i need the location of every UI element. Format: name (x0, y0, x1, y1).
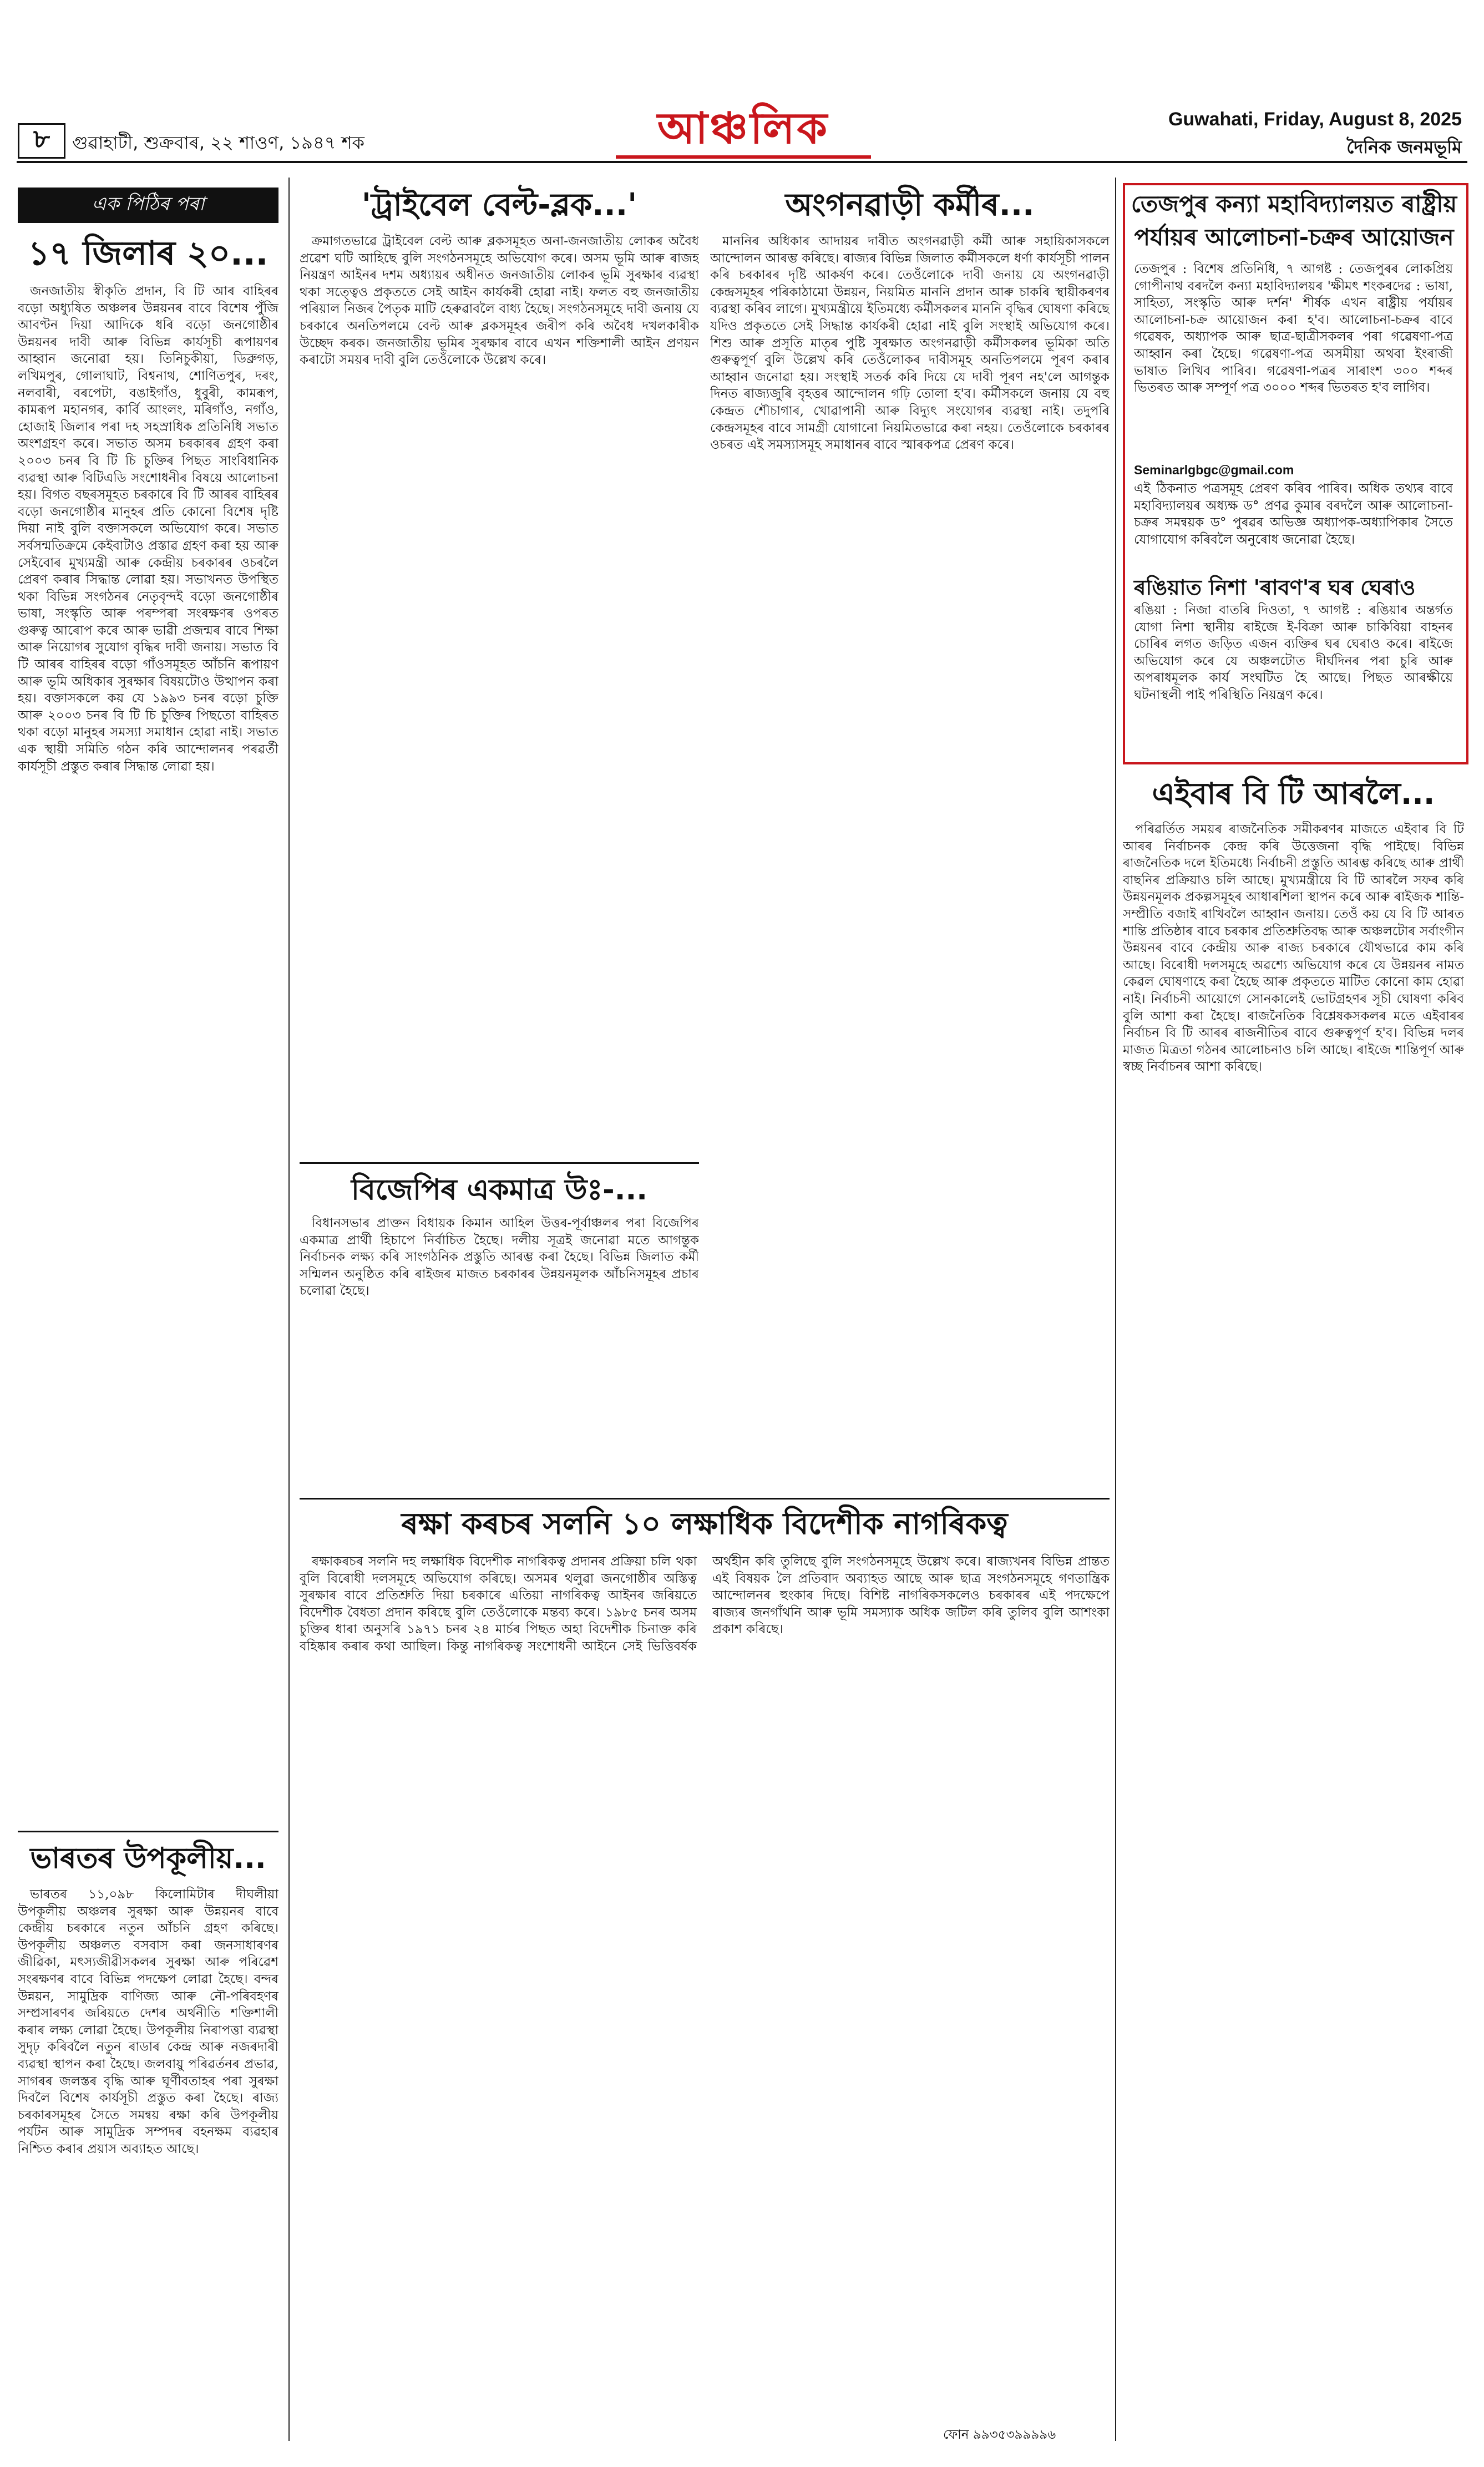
article-citizenship-body (300, 1553, 1110, 2419)
seminar-body: তেজপুৰ : বিশেষ প্ৰতিনিধি, ৭ আগষ্ট : তেজপুৰৰ লোকপ্ৰিয় গোপীনাথ বৰদলৈ কন্যা মহাবিদ্যালয়ৰ 'ক্ষীমৎ শংকৰদেৱ : ভাষা, সাহিত্য, সংস্কৃতি আৰু দৰ্শন' শীৰ্ষক এখন ৰাষ্ট্ৰীয় পৰ্যায়ৰ আলোচনা-চক্ৰ আয়োজন কৰা হ'ব। আলোচনা-চক্ৰৰ বাবে গৱেষক, অধ্যাপক আৰু ছাত্ৰ-ছাত্ৰীসকলৰ পৰা গৱেষণা-পত্ৰ আহ্বান কৰা হৈছে। গৱেষণা-পত্ৰ অসমীয়া অথবা ইংৰাজী ভাষাত লিখিব পাৰিব। গৱেষণা-পত্ৰৰ সাৰাংশ ৩০০ শব্দৰ ভিতৰত আৰু সম্পূৰ্ণ পত্ৰ ৩০০০ শব্দৰ ভিতৰত হ'ব লাগিব। (1134, 262, 1453, 396)
rangia-body: ৰঙিয়া : নিজা বাতৰি দিওতা, ৭ আগষ্ট : ৰঙিয়াৰ অন্তৰ্গত যোগা নিশা স্থানীয় ৰাইজে ই-বিক্ৰা আৰু চাকিবিয়া বাহনৰ চোৰিৰ লগত জড়িত এজন ব্যক্তিৰ ঘৰ ঘেৰাও কৰে। ৰাইজে অভিযোগ কৰে যে অঞ্চলটোত দীৰ্ঘদিনৰ পৰা চুৰি আৰু অপৰাধমূলক কাৰ্য সংঘটিত হৈ আছে। পিছত আৰক্ষীয়ে ঘটনাস্থলী পাই পৰিস্থিতি নিয়ন্ত্ৰণ কৰে। (1134, 603, 1453, 702)
page-number: ৮ (18, 123, 65, 159)
headline-tribal-belt: 'ট্ৰাইবেল বেল্ট-ব্লক...' (361, 187, 637, 223)
footer-phone: ফোন ৯৯৩৫৩৯৯৯৯৬ (943, 2428, 1056, 2442)
headline-coastal: ভাৰতৰ উপকূলীয়... (30, 1842, 266, 1875)
headline-jila: ১৭ জিলাৰ ২০... (28, 234, 269, 273)
header-date-english: Guwahati, Friday, August 8, 2025 (1168, 109, 1462, 130)
article-tribal-belt-text: ক্ৰমাগতভাৱে ট্ৰাইবেল বেল্ট আৰু ব্লকসমূহত অনা-জনজাতীয় লোকৰ অবৈধ প্ৰৱেশ ঘটি আহিছে বুলি সংগঠনসমূহে অভিযোগ কৰে। অসম ভূমি আৰু ৰাজহ নিয়ন্ত্ৰণ আইনৰ দশম অধ্যায়ৰ অধীনত জনজাতীয় লোকৰ ভূমি সুৰক্ষাৰ ব্যৱস্থা থকা সত্ত্বেও প্ৰকৃততে সেই আইন কাৰ্যকৰী হোৱা নাই। ফলত বহু জনজাতীয় পৰিয়াল নিজৰ পৈতৃক মাটি হেৰুৱাবলৈ বাধ্য হৈছে। সংগঠনসমূহে দাবী জনায় যে চৰকাৰে অনতিপলমে বেল্ট আৰু ব্লকসমূহৰ জৰীপ কৰি অবৈধ দখলকাৰীক উচ্ছেদ কৰক। জনজাতীয় ভূমিৰ সুৰক্ষাৰ বাবে এখন শক্তিশালী আইন প্ৰণয়ন কৰাটো সময়ৰ দাবী বুলি তেওঁলোকে উল্লেখ কৰে। (300, 234, 699, 368)
article-anganwadi-text: মাননিৰ অধিকাৰ আদায়ৰ দাবীত অংগনৱাড়ী কৰ্মী আৰু সহায়িকাসকলে আন্দোলন আৰম্ভ কৰিছে। ৰাজ্যৰ বিভিন্ন জিলাত কৰ্মীসকলে ধৰ্ণা কাৰ্যসূচী পালন কৰি চৰকাৰৰ দৃষ্টি আকৰ্ষণ কৰে। তেওঁলোকে দাবী জনায় যে অংগনৱাড়ী কেন্দ্ৰসমূহৰ পৰিকাঠামো উন্নয়ন, নিয়মিত মাননি প্ৰদান আৰু চাকৰি স্থায়ীকৰণৰ ব্যৱস্থা কৰিব লাগে। মুখ্যমন্ত্ৰীয়ে ইতিমধ্যে কৰ্মীসকলৰ মাননি বৃদ্ধিৰ ঘোষণা কৰিছে যদিও প্ৰকৃততে সেই সিদ্ধান্ত কাৰ্যকৰী হোৱা নাই বুলি সংস্থাই অভিযোগ কৰে। শিশু আৰু প্ৰসূতি মাতৃৰ পুষ্টি সুৰক্ষাত অংগনৱাড়ী কৰ্মীসকলৰ ভূমিকা অতি গুৰুত্বপূৰ্ণ বুলি উল্লেখ কৰি তেওঁলোকৰ দাবীসমূহ অনতিপলমে পূৰণ কৰাৰ আহ্বান জনোৱা হয়। সংস্থাই সতৰ্ক কৰি দিয়ে যে দাবী পূৰণ নহ'লে আগন্তুক দিনত ৰাজ্যজুৰি বৃহত্তৰ আন্দোলন গঢ়ি তোলা হ'ব। কৰ্মীসকলে জনায় যে বহু কেন্দ্ৰত শৌচাগাৰ, খোৱাপানী আৰু বিদ্যুৎ সংযোগৰ ব্যৱস্থা নাই। তদুপৰি কেন্দ্ৰসমূহৰ বাবে সামগ্ৰী যোগানো নিয়মিতভাৱে কৰা নহয়। তেওঁলোকে চৰকাৰৰ ওচৰত এই সমস্যাসমূহ সমাধানৰ বাবে স্মাৰকপত্ৰ প্ৰেৰণ কৰে। (710, 234, 1110, 453)
divider (300, 1162, 699, 1164)
brand-underline (616, 155, 871, 159)
page-header (0, 0, 1484, 166)
headline-bjp: বিজেপিৰ একমাত্ৰ উঃ-... (351, 1173, 648, 1207)
article-jila-body (18, 283, 278, 1825)
article-bjp-body (300, 1215, 699, 1492)
article-btr-text: পৰিৱৰ্তিত সময়ৰ ৰাজনৈতিক সমীকৰণৰ মাজতে এইবাৰ বি টি আৰৰ নিৰ্বাচনক কেন্দ্ৰ কৰি উত্তেজনা বৃদ্ধি পাইছে। বিভিন্ন ৰাজনৈতিক দলে ইতিমধ্যে নিৰ্বাচনী প্ৰস্তুতি আৰম্ভ কৰিছে আৰু প্ৰাৰ্থী বাছনিৰ প্ৰক্ৰিয়াও চলি আছে। মুখ্যমন্ত্ৰীয়ে বি টি আৰলৈ সফৰ কৰি উন্নয়নমূলক প্ৰকল্পসমূহৰ আধাৰশিলা স্থাপন কৰে আৰু ৰাইজক শান্তি-সম্প্ৰীতি বজাই ৰাখিবলৈ আহ্বান জনায়। তেওঁ কয় যে বি টি আৰত শান্তি প্ৰতিষ্ঠাৰ বাবে চৰকাৰ প্ৰতিশ্ৰুতিবদ্ধ আৰু অঞ্চলটোৰ সৰ্বাংগীন উন্নয়নৰ বাবে কেন্দ্ৰীয় আৰু ৰাজ্য চৰকাৰে যৌথভাৱে কাম কৰি আছে। বিৰোধী দলসমূহে অৱশ্যে অভিযোগ কৰে যে উন্নয়নৰ নামত কেৱল ঘোষণাহে কৰা হৈছে আৰু প্ৰকৃততে মাটিত কোনো কাম হোৱা নাই। নিৰ্বাচনী আয়োগে সোনকালেই ভোটগ্ৰহণৰ সূচী ঘোষণা কৰিব বুলি আশা কৰা হৈছে। ৰাজনৈতিক বিশ্লেষকসকলৰ মতে এইবাৰৰ নিৰ্বাচন বি টি আৰৰ ৰাজনীতিৰ বাবে গুৰুত্বপূৰ্ণ হ'ব। বিভিন্ন দলৰ মাজত মিত্ৰতা গঠনৰ আলোচনাও চলি আছে। ৰাইজে শান্তিপূৰ্ণ আৰু স্বচ্ছ নিৰ্বাচনৰ আশা কৰিছে। (1123, 822, 1464, 1075)
headline-btr: এইবাৰ বি টি আৰলৈ... (1152, 776, 1435, 811)
article-btr-body (1123, 821, 1464, 2441)
article-tribal-belt-body (300, 233, 699, 1154)
article-citizenship-text: ৰক্ষাকৰচৰ সলনি দহ লক্ষাধিক বিদেশীক নাগৰিকত্ব প্ৰদানৰ প্ৰক্ৰিয়া চলি থকা বুলি বিৰোধী দলসমূহে অভিযোগ কৰিছে। অসমৰ থলুৱা জনগোষ্ঠীৰ অস্তিত্ব সুৰক্ষাৰ বাবে প্ৰতিশ্ৰুতি দিয়া চৰকাৰে এতিয়া নাগৰিকত্ব আইনৰ জৰিয়তে বিদেশীক বৈধতা প্ৰদান কৰিছে বুলি তেওঁলোকে মন্তব্য কৰে। ১৯৮৫ চনৰ অসম চুক্তিৰ ধাৰা অনুসৰি ১৯৭১ চনৰ ২৪ মাৰ্চৰ পিছত অহা বিদেশীক চিনাক্ত কৰি বহিষ্কাৰ কৰাৰ কথা আছিল। কিন্তু নাগৰিকত্ব সংশোধনী আইনে সেই ভিত্তিবৰ্ষক অৰ্থহীন কৰি তুলিছে বুলি সংগঠনসমূহে উল্লেখ কৰে। ৰাজ্যখনৰ বিভিন্ন প্ৰান্তত এই বিষয়ক লৈ প্ৰতিবাদ অব্যাহত আছে আৰু ছাত্ৰ সংগঠনসমূহে গণতান্ত্ৰিক আন্দোলনৰ হুংকাৰ দিছে। বিশিষ্ট নাগৰিকসকলেও চৰকাৰৰ এই পদক্ষেপে ৰাজ্যৰ জনগাঁথনি আৰু ভূমি সমস্যাক অধিক জটিল কৰি তুলিব বুলি আশংকা প্ৰকাশ কৰিছে। (300, 1554, 1110, 1654)
article-jila-text: জনজাতীয় স্বীকৃতি প্ৰদান, বি টি আৰ বাহিৰৰ বড়ো অধ্যুষিত অঞ্চলৰ উন্নয়নৰ বাবে বিশেষ পুঁজি আবণ্টন দিয়া আদিকে ধৰি বড়ো জনগোষ্ঠীৰ উন্নয়নৰ দাবী আৰু বিভিন্ন কাৰ্যসূচী ৰূপায়ণৰ আহ্বান জনোৱা হয়। তিনিচুকীয়া, ডিব্ৰুগড়, লখিমপুৰ, গোলাঘাট, বিশ্বনাথ, শোণিতপুৰ, দৰং, নলবাৰী, বৰপেটা, বঙাইগাঁও, ধুবুৰী, কামৰূপ, কামৰূপ মহানগৰ, কাৰ্বি আংলং, মৰিগাঁও, নগাঁও, হোজাই জিলাৰ পৰা দহ সহস্ৰাধিক প্ৰতিনিধি সভাত অংশগ্ৰহণ কৰে। সভাত অসম চৰকাৰৰ গ্ৰহণ কৰা ২০০৩ চনৰ বি টি চি চুক্তিৰ পিছত সাংবিধানিক ব্যৱস্থা আৰু বিটিএডি সংশোধনীৰ বিষয়ে আলোচনা হয়। বিগত বছৰসমূহত চৰকাৰে বি টি আৰৰ বাহিৰৰ বড়ো জনগোষ্ঠীৰ মানুহৰ প্ৰতি কোনো বিশেষ দৃষ্টি দিয়া নাই বুলি বক্তাসকলে অভিযোগ কৰে। সভাত সৰ্বসন্মতিক্ৰমে কেইবাটাও প্ৰস্তাৱ গ্ৰহণ কৰা হয় আৰু সেইবোৰ মুখ্যমন্ত্ৰী আৰু কেন্দ্ৰীয় চৰকাৰৰ ওচৰলৈ প্ৰেৰণ কৰাৰ সিদ্ধান্ত লোৱা হয়। সভাখনত উপস্থিত থকা বিভিন্ন সংগঠনৰ নেতৃবৃন্দই বড়ো জনগোষ্ঠীৰ ভাষা, সংস্কৃতি আৰু পৰম্পৰা সংৰক্ষণৰ ওপৰত গুৰুত্ব আৰোপ কৰে আৰু ভাৱী প্ৰজন্মৰ বাবে শিক্ষা আৰু নিয়োগৰ সুযোগ বৃদ্ধিৰ দাবী জনায়। সভাত বি টি আৰৰ বাহিৰৰ বড়ো গাঁওসমূহত আঁচনি ৰূপায়ণ আৰু ভূমি অধিকাৰ সুৰক্ষাৰ বিষয়টোও উত্থাপন কৰা হয়। বক্তাসকলে কয় যে ১৯৯৩ চনৰ বড়ো চুক্তি আৰু ২০০৩ চনৰ বি টি চি চুক্তিৰ পিছতো বাহিৰত থকা বড়ো মানুহৰ সমস্যা সমাধান হোৱা নাই। সভাত এক স্থায়ী সমিতি গঠন কৰি আন্দোলনৰ পৰৱৰ্তী কাৰ্যসূচী প্ৰস্তুত কৰাৰ সিদ্ধান্ত লোৱা হয়। (18, 284, 278, 774)
column-rule (1115, 178, 1116, 2441)
headline-anganwadi: অংগনৱাড়ী কৰ্মীৰ... (785, 187, 1035, 223)
article-anganwadi-body (710, 233, 1110, 1487)
article-bjp-text: বিধানসভাৰ প্ৰাক্তন বিধায়ক কিমান আহিল উত্তৰ-পূৰ্বাঞ্চলৰ পৰা বিজেপিৰ একমাত্ৰ প্ৰাৰ্থী হিচাপে নিৰ্বাচিত হৈছে। দলীয় সূত্ৰই জনোৱা মতে আগন্তুক নিৰ্বাচনক লক্ষ্য কৰি সাংগঠনিক প্ৰস্তুতি আৰম্ভ কৰা হৈছে। বিভিন্ন জিলাত কৰ্মী সন্মিলন অনুষ্ঠিত কৰি ৰাইজৰ মাজত চৰকাৰৰ উন্নয়নমূলক আঁচনিসমূহৰ প্ৰচাৰ চলোৱা হৈছে। (300, 1216, 699, 1299)
header-rule (17, 161, 1467, 163)
seminar-email[interactable]: Seminarlgbgc@gmail.com (1134, 463, 1294, 477)
article-coastal-body (18, 1886, 278, 2441)
newspaper-name: দৈনিক জনমভূমি (1346, 136, 1462, 158)
article-coastal-text: ভাৰতৰ ১১,০৯৮ কিলোমিটাৰ দীঘলীয়া উপকূলীয় অঞ্চলৰ সুৰক্ষা আৰু উন্নয়নৰ বাবে কেন্দ্ৰীয় চৰকাৰে নতুন আঁচনি গ্ৰহণ কৰিছে। উপকূলীয় অঞ্চলত বসবাস কৰা জনসাধাৰণৰ জীৱিকা, মৎস্যজীৱীসকলৰ সুৰক্ষা আৰু পৰিৱেশ সংৰক্ষণৰ বাবে বিভিন্ন পদক্ষেপ লোৱা হৈছে। বন্দৰ উন্নয়ন, সামুদ্ৰিক বাণিজ্য আৰু নৌ-পৰিবহণৰ সম্প্ৰসাৰণৰ জৰিয়তে দেশৰ অৰ্থনীতি শক্তিশালী কৰাৰ লক্ষ্য লোৱা হৈছে। উপকূলীয় নিৰাপত্তা ব্যৱস্থা সুদৃঢ় কৰিবলৈ নতুন ৰাডাৰ কেন্দ্ৰ আৰু নজৰদাৰী ব্যৱস্থা স্থাপন কৰা হৈছে। জলবায়ু পৰিৱৰ্তনৰ প্ৰভাৱ, সাগৰৰ জলস্তৰ বৃদ্ধি আৰু ঘূৰ্ণীবতাহৰ পৰা সুৰক্ষা দিবলৈ বিশেষ কাৰ্যসূচী প্ৰস্তুত কৰা হৈছে। ৰাজ্য চৰকাৰসমূহৰ সৈতে সমন্বয় ৰক্ষা কৰি উপকূলীয় পৰ্যটন আৰু সামুদ্ৰিক সম্পদৰ বহনক্ষম ব্যৱহাৰ নিশ্চিত কৰাৰ প্ৰয়াস অব্যাহত আছে। (18, 1887, 278, 2156)
header-date-assamese: গুৱাহাটী, শুক্ৰবাৰ, ২২ শাওণ, ১৯৪৭ শক (72, 132, 365, 153)
column-rule (288, 178, 290, 2441)
section-brand: আঞ্চলিক (657, 104, 830, 154)
kicker-label: এক পিঠিৰ পৰা (18, 188, 278, 223)
seminar-body-continued: এই ঠিকনাত পত্ৰসমূহ প্ৰেৰণ কৰিব পাৰিব। অধিক তথ্যৰ বাবে মহাবিদ্যালয়ৰ অধ্যক্ষ ড° প্ৰণৱ কুমাৰ বৰদলৈ আৰু আলোচনা-চক্ৰৰ সমন্বয়ক ড° পুৰৱৰ অভিজ্ঞ অধ্যাপক-অধ্যাপিকাৰ সৈতে যোগাযোগ কৰিবলৈ অনুৰোধ জনোৱা হৈছে। (1134, 482, 1453, 547)
headline-citizenship: ৰক্ষা কৰচৰ সলনি ১০ লক্ষাধিক বিদেশীক নাগৰিকত্ব (401, 1506, 1008, 1541)
divider (18, 1831, 278, 1832)
divider (300, 1498, 1110, 1500)
rangia-headline: ৰঙিয়াত নিশা 'ৰাবণ'ৰ ঘৰ ঘেৰাও (1134, 575, 1416, 600)
seminar-headline: তেজপুৰ কন্যা মহাবিদ্যালয়ত ৰাষ্ট্ৰীয় পৰ্যায়ৰ আলোচনা-চক্ৰৰ আয়োজন (1131, 190, 1457, 251)
